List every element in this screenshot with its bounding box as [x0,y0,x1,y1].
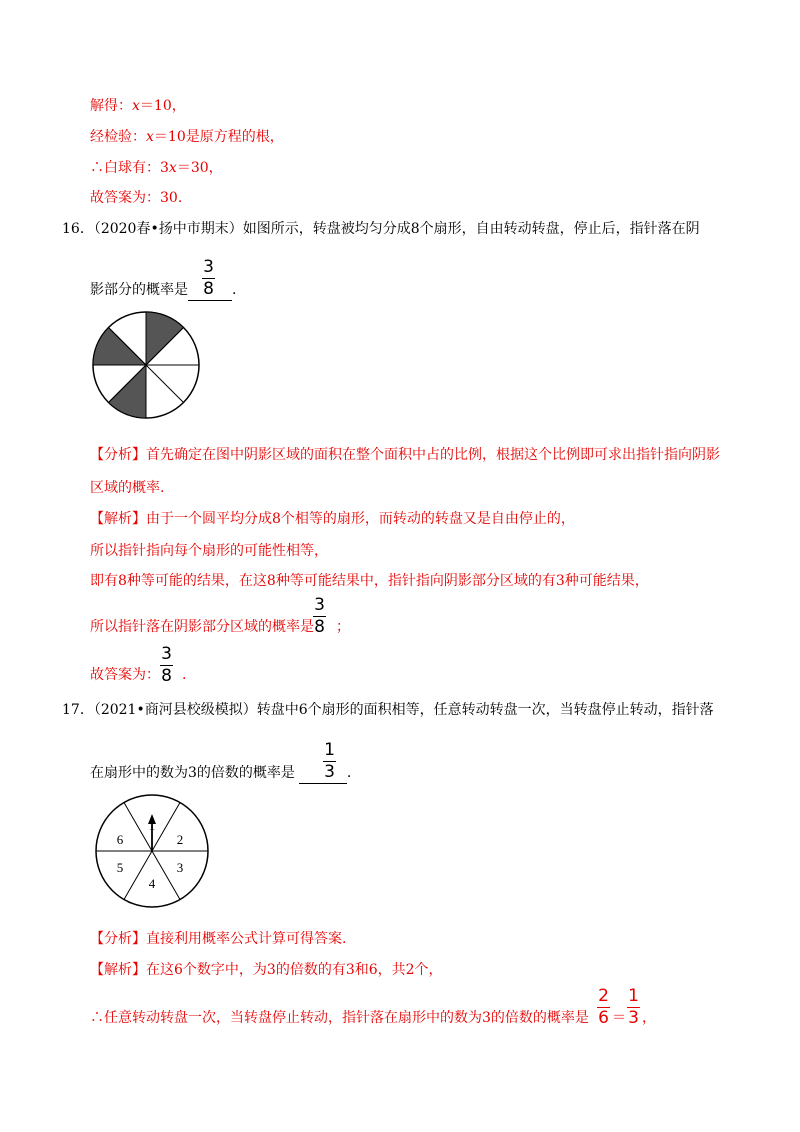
q17-equals-sign: ＝ [612,1010,626,1026]
q16-stem-line1: 16．（2020春•扬中市期末）如图所示，转盘被均匀分成8个扇形，自由转动转盘，停止后，指针落在阴 [62,221,700,237]
q16-final-fraction: 3 8 [161,644,172,686]
q16-solution-line2: 所以指针指向每个扇形的可能性相等， [90,543,328,559]
q16-answer-fraction: 3 8 [203,257,214,299]
q17-stem-line1: 17．（2021•商河县校级模拟）转盘中6个扇形的面积相等，任意转动转盘一次，当转盘停止转动，指针落 [62,702,714,718]
spinner-number-3: 3 [176,860,184,875]
q17-answer-fraction: 1 3 [324,740,335,782]
q17-stem-line2: 在扇形中的数为3的倍数的概率是 . [90,763,351,784]
q17-line-end: ， [642,1010,656,1026]
q16-final-answer: 故答案为： . [90,667,187,683]
check-line: 经检验：x＝10是原方程的根， [90,129,284,145]
q16-solution-line3: 即有8种等可能的结果，在这8种等可能结果中，指针指向阴影部分区域的有3种可能结果， [90,573,649,589]
q16-solution-line1: 【解析】由于一个圆平均分成8个相等的扇形，而转动的转盘又是自由停止的， [90,511,575,527]
white-ball-line: ∴白球有：3x＝30， [90,160,223,176]
solve-line: 解得：x＝10， [90,98,186,114]
q17-solution-line1: 【解析】在这6个数字中，为3的倍数的有3和6，共2个， [90,962,443,978]
numbered-spinner-figure [93,792,211,910]
q16-stem-line2: 影部分的概率是 . [90,280,236,301]
spinner-number-5: 5 [116,860,124,875]
q16-analysis-line2: 区域的概率. [90,480,165,496]
spinner-number-6: 6 [116,832,124,847]
q16-analysis-line1: 【分析】首先确定在图中阴影区域的面积在整个面积中占的比例，根据这个比例即可求出指针指向阴影 [90,447,720,463]
q17-analysis-line: 【分析】直接利用概率公式计算可得答案. [90,931,347,947]
q17-fraction-1-3: 1 3 [628,986,639,1028]
q16-solution-fraction: 3 8 [314,595,325,637]
q17-fraction-2-6: 2 6 [598,986,609,1028]
q16-solution-line4: 所以指针落在阴影部分区域的概率是 ； [90,619,350,635]
q17-solution-line2: ∴任意转动转盘一次，当转盘停止转动，指针落在扇形中的数为3的倍数的概率是 [90,1010,589,1026]
spinner-number-1: 1 [148,818,156,833]
shaded-spinner-figure [90,309,202,421]
spinner-number-4: 4 [148,876,156,891]
spinner-number-2: 2 [176,832,184,847]
prev-answer-line: 故答案为：30. [90,190,183,206]
